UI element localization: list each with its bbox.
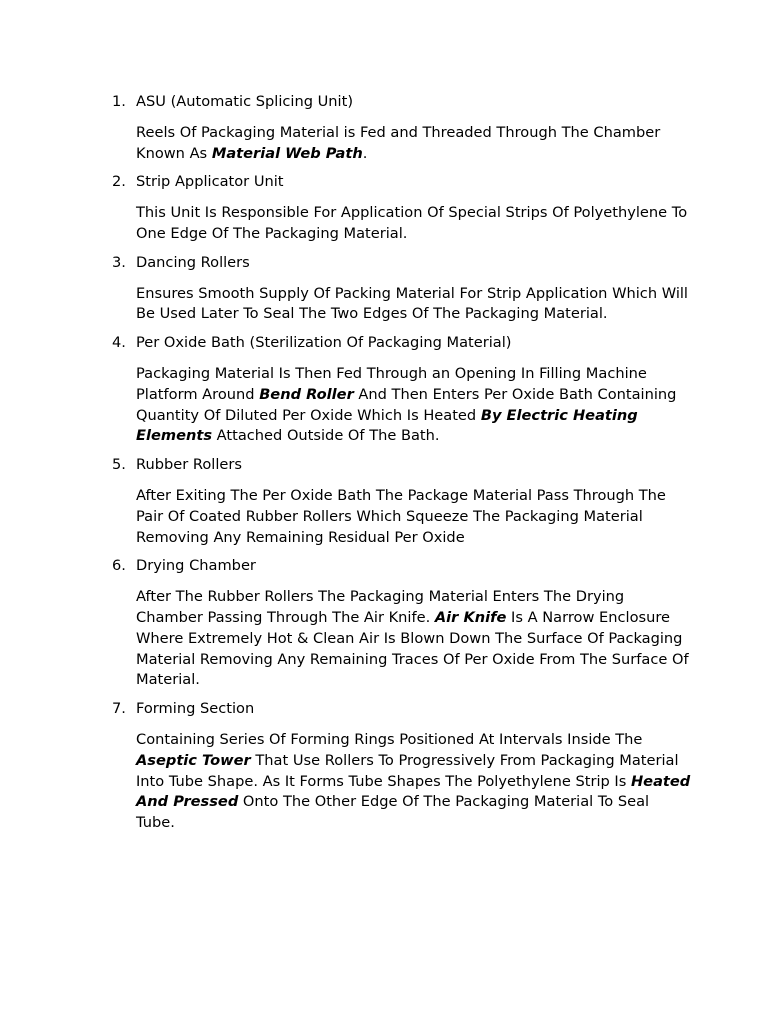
emphasized-term: Material Web Path <box>211 144 363 162</box>
list-item-number: 5. <box>112 456 126 474</box>
list-item-title: ASU (Automatic Splicing Unit) <box>136 93 354 110</box>
description-text: Containing Series Of Forming Rings Positioned At Intervals Inside The <box>136 730 643 748</box>
emphasized-term: By Electric Heating Elements <box>136 406 638 445</box>
list-item-description <box>136 486 692 548</box>
list-item <box>112 333 692 447</box>
list-item-number: 2. <box>112 173 126 191</box>
list-item-heading <box>112 455 692 476</box>
list-item <box>112 699 692 834</box>
list-item-number: 7. <box>112 700 126 718</box>
description-text: Is A Narrow Enclosure Where Extremely Hot & Clean Air Is Blown Down The Surface Of Packaging Material Removing Any Remaining Traces Of Per Oxide From The Surface Of Material. <box>136 608 689 689</box>
emphasized-term: Aseptic Tower <box>136 751 251 769</box>
list-item-heading <box>112 699 692 720</box>
list-item-title: Strip Applicator Unit <box>136 173 284 191</box>
list-item-heading <box>112 172 692 193</box>
list-item-title: Forming Section <box>136 700 255 718</box>
list-item-title: Rubber Rollers <box>136 456 242 474</box>
list-item-heading <box>112 333 692 354</box>
list-item-description <box>136 284 692 326</box>
list-item <box>112 92 692 164</box>
description-text: Attached Outside Of The Bath. <box>212 427 440 445</box>
list-item <box>112 253 692 325</box>
list-item <box>112 172 692 244</box>
list-item-description <box>136 587 692 691</box>
list-item-number: 4. <box>112 334 126 352</box>
description-text: Onto The Other Edge Of The Packaging Material To Seal Tube. <box>136 793 650 832</box>
list-item <box>112 556 692 691</box>
list-item-description <box>136 123 692 165</box>
description-text: That Use Rollers To Progressively From Packaging Material Into Tube Shape. As It Forms Tube Shapes The Polyethylene Strip Is <box>136 751 679 790</box>
description-text: And Then Enters Per Oxide Bath Containing Quantity Of Diluted Per Oxide Which Is Heated <box>136 385 677 424</box>
list-item-heading <box>112 92 692 113</box>
list-item-description <box>136 364 692 447</box>
description-text: Reels Of Packaging Material is Fed and Threaded Through The Chamber Known As <box>136 123 661 162</box>
list-item-title: Per Oxide Bath (Sterilization Of Packaging Material) <box>136 334 512 352</box>
list-item-number: 1. <box>112 93 126 110</box>
list-item-title: Dancing Rollers <box>136 253 250 271</box>
list-item-heading <box>112 253 692 274</box>
numbered-list <box>112 92 692 842</box>
description-text: Ensures Smooth Supply Of Packing Material For Strip Application Which Will Be Used Later To Seal The Two Edges Of The Packaging Material. <box>136 284 688 323</box>
emphasized-term: Heated And Pressed <box>136 772 691 811</box>
list-item-description <box>136 730 692 834</box>
description-text: After Exiting The Per Oxide Bath The Package Material Pass Through The Pair Of Coated Rubber Rollers Which Squeeze The Packaging Material Removing Any Remaining Residual Per Oxide <box>136 486 666 546</box>
description-text: . <box>362 144 368 162</box>
list-item-number: 3. <box>112 253 126 271</box>
emphasized-term: Air Knife <box>434 608 507 626</box>
list-item-number: 6. <box>112 557 126 575</box>
emphasized-term: Bend Roller <box>259 385 354 403</box>
description-text: This Unit Is Responsible For Application Of Special Strips Of Polyethylene To One Edge Of The Packaging Material. <box>136 204 688 242</box>
list-item-description <box>136 203 692 245</box>
list-item-heading <box>112 556 692 577</box>
list-item <box>112 455 692 548</box>
description-text: After The Rubber Rollers The Packaging Material Enters The Drying Chamber Passing Through The Air Knife. <box>136 588 625 626</box>
description-text: Packaging Material Is Then Fed Through an Opening In Filling Machine Platform Around <box>136 364 647 403</box>
list-item-title: Drying Chamber <box>136 557 256 575</box>
